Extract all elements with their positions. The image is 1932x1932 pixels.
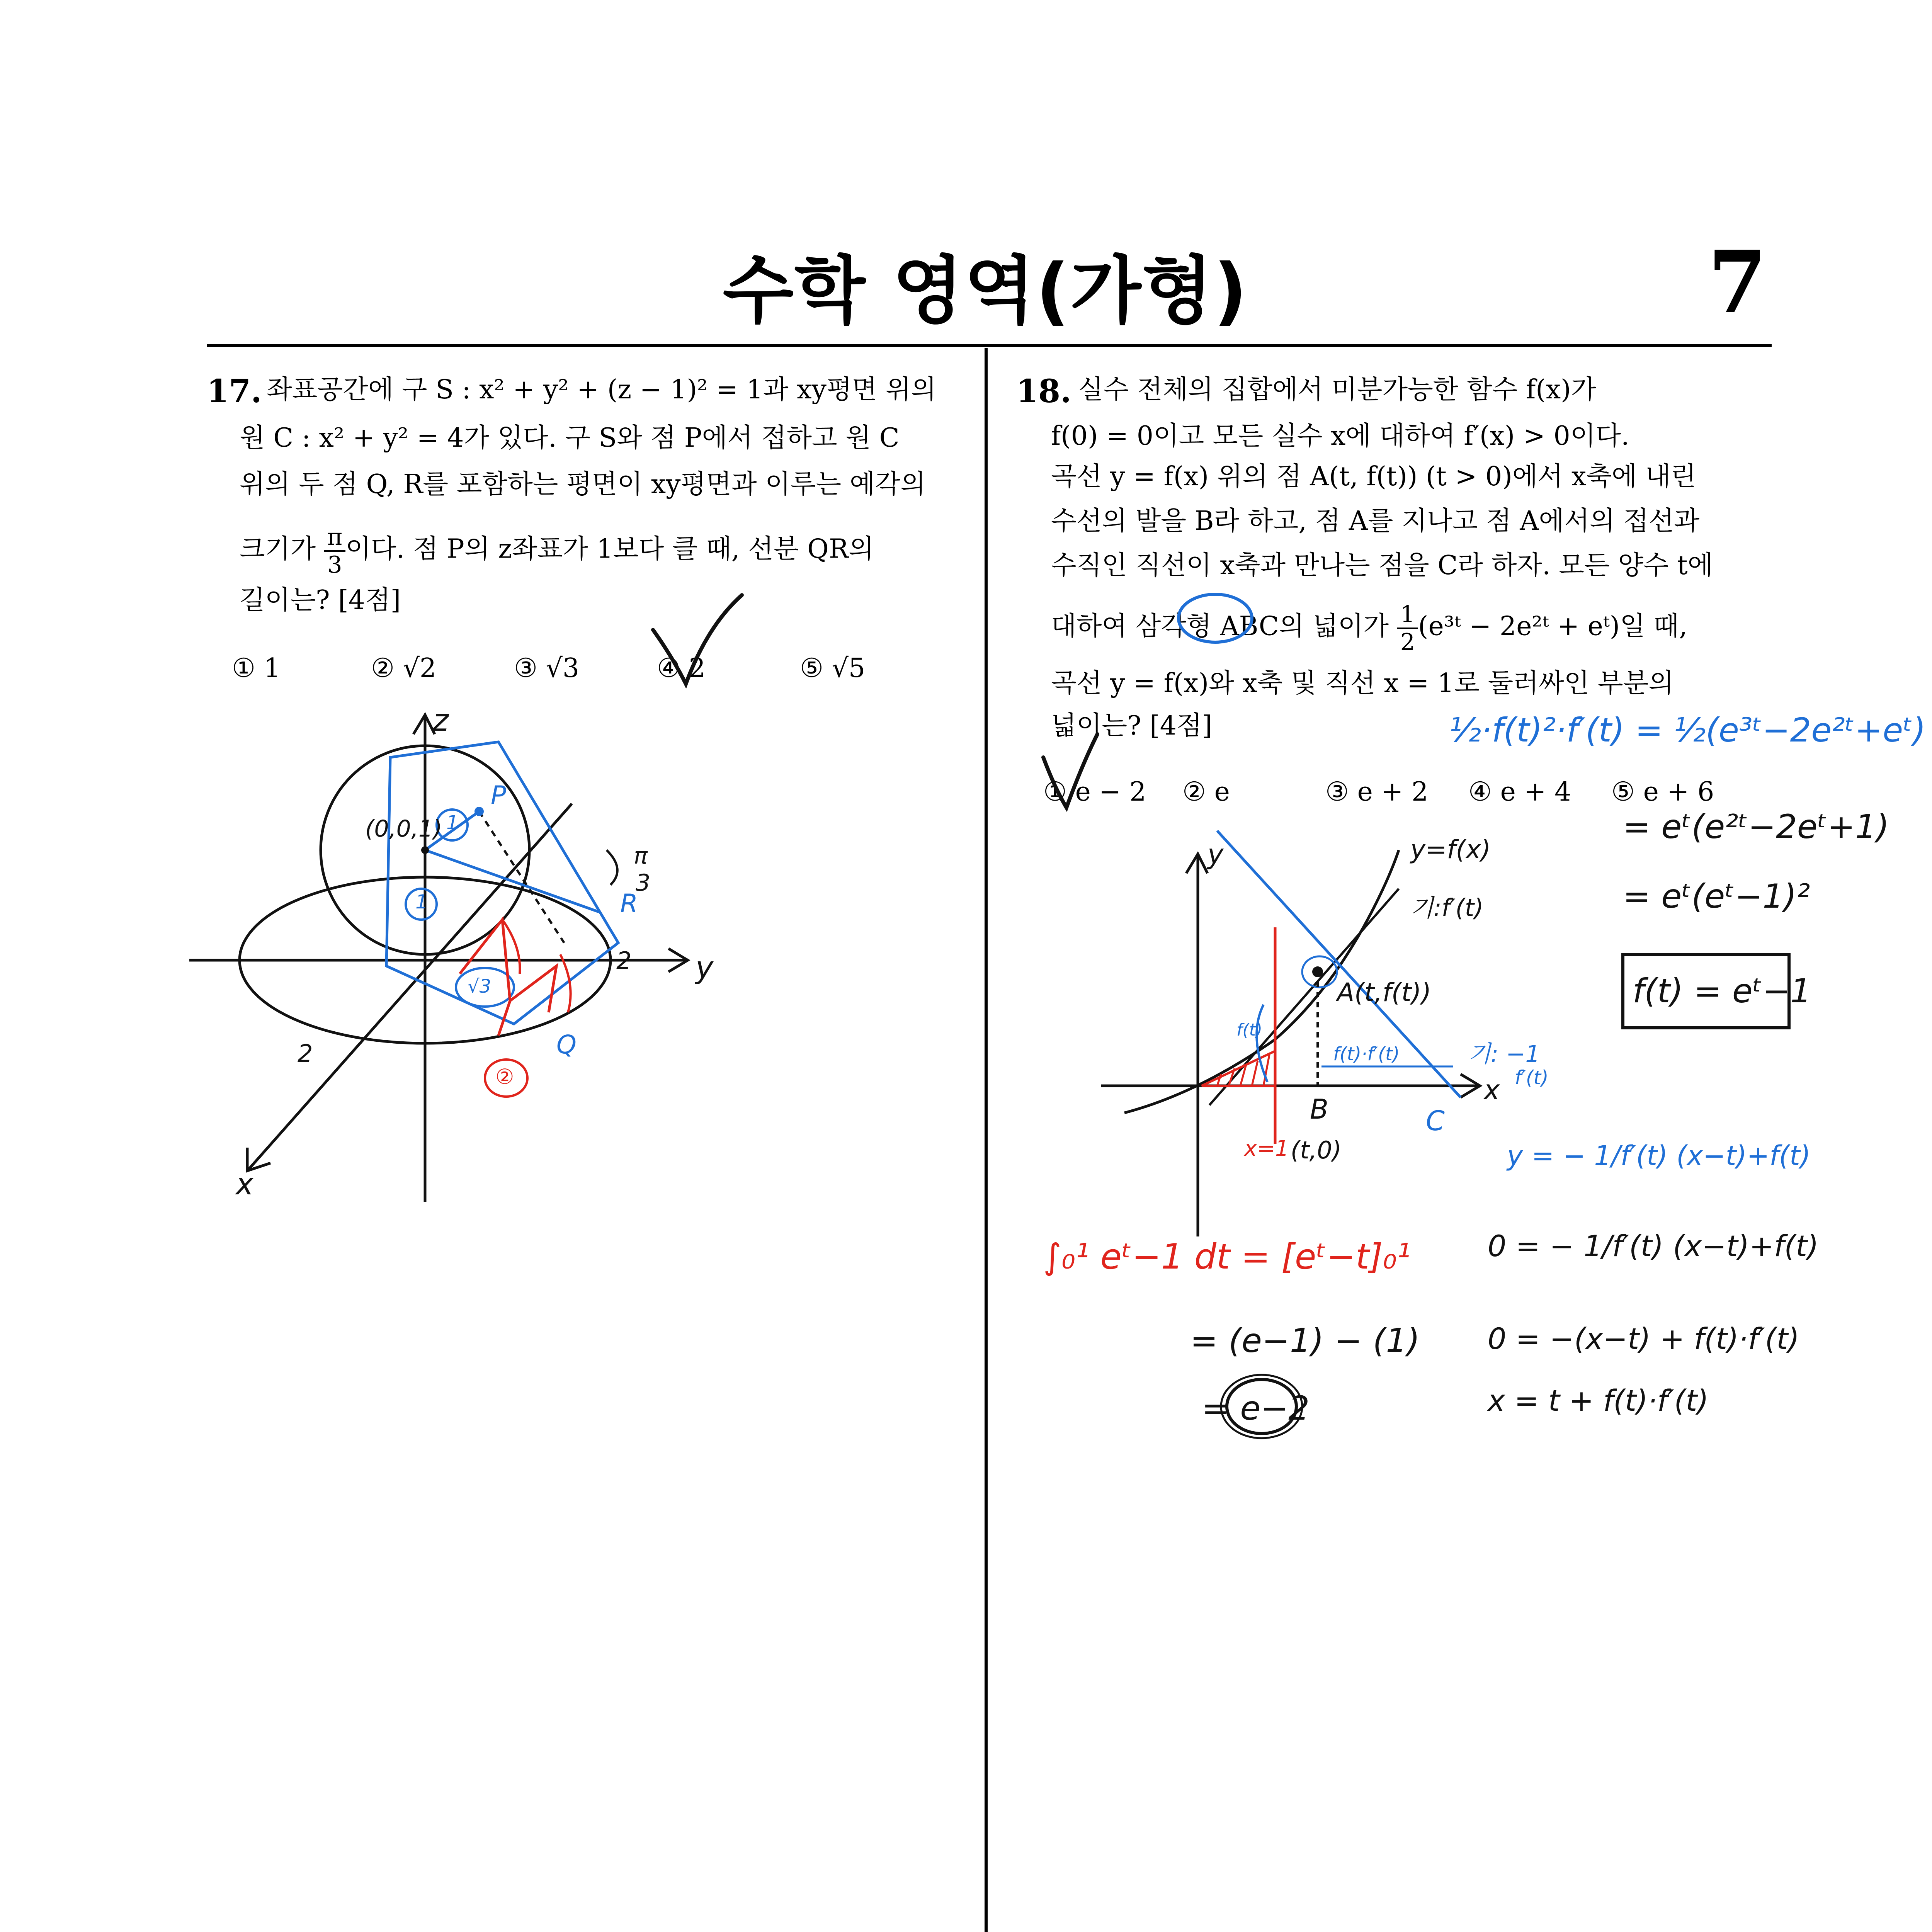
page-title: 수학 영역(가형) <box>723 248 1248 333</box>
label-point-010: (0,0,1) <box>365 815 442 842</box>
q17-line-1: 좌표공간에 구 S : x² + y² + (z − 1)² = 1과 xy평면 위의 <box>267 374 937 405</box>
label-x-18: x <box>1484 1074 1500 1106</box>
label-Q: Q <box>556 1030 577 1060</box>
deriv-3: x = t + f(t)·f′(t) <box>1488 1383 1709 1418</box>
q18-choice-3[interactable]: ③ e + 2 <box>1325 777 1429 807</box>
q18-line-8: 넓이는? [4점] <box>1051 711 1213 741</box>
label-slope2-num: 기: −1 <box>1468 1041 1540 1068</box>
deriv-1: 0 = − 1/f′(t) (x−t)+f(t) <box>1488 1229 1819 1263</box>
label-t0: (t,0) <box>1291 1136 1342 1164</box>
label-x1: x=1 <box>1244 1136 1289 1161</box>
q17-line-5: 길이는? [4점] <box>240 585 401 616</box>
q17-line-2: 원 C : x² + y² = 4가 있다. 구 S와 점 P에서 접하고 원 C <box>240 423 900 453</box>
q17-choice-3[interactable]: ③ √3 <box>514 653 580 684</box>
integral-3: = e−2 <box>1202 1389 1310 1428</box>
q18-line-1: 실수 전체의 집합에서 미분가능한 함수 f(x)가 <box>1078 374 1597 405</box>
integral-2: = (e−1) − (1) <box>1190 1321 1420 1360</box>
label-pi-den: 3 <box>636 869 651 896</box>
q18-line-2: f(0) = 0이고 모든 실수 x에 대하여 f′(x) > 0이다. <box>1051 421 1629 451</box>
integral-1: ∫₀¹ eᵗ−1 dt = [eᵗ−t]₀¹ <box>1043 1236 1411 1277</box>
label-ft: f(t) <box>1236 1020 1263 1040</box>
label-R: R <box>620 889 638 918</box>
eq-step1: = eᵗ(e²ᵗ−2eᵗ+1) <box>1623 808 1889 846</box>
label-slope1: 기:f′(t) <box>1410 894 1484 922</box>
q17-choice-2[interactable]: ② √2 <box>371 653 437 684</box>
q18-choice-4[interactable]: ④ e + 4 <box>1468 777 1571 807</box>
label-B: B <box>1310 1094 1329 1125</box>
q18-choice-2[interactable]: ② e <box>1182 777 1230 807</box>
label-r2: 2 <box>616 947 632 975</box>
q17-line-4a: 크기가 $\frac{\pi}{3}$ 이다. 점 P의 z좌표가 1보다 클 때, 선분 QR의 <box>240 524 874 578</box>
eq-step2: = eᵗ(eᵗ−1)² <box>1623 877 1810 916</box>
label-circ2: ② <box>495 1065 514 1089</box>
label-y: y <box>696 951 714 985</box>
label-yfx: y=f(x) <box>1410 835 1491 864</box>
label-ftfpt: f(t)·f′(t) <box>1333 1043 1400 1065</box>
label-z: z <box>433 703 449 738</box>
eq-result: f(t) = eᵗ−1 <box>1633 972 1811 1010</box>
label-pointA: A(t,f(t)) <box>1337 978 1432 1007</box>
label-line-eq: y = − 1/f′(t) (x−t)+f(t) <box>1507 1140 1811 1172</box>
page-number: 7 <box>1708 232 1767 332</box>
label-sqrt3: √3 <box>468 976 492 997</box>
q18-choice-5[interactable]: ⑤ e + 6 <box>1611 777 1714 807</box>
q17-fraction: $\frac{\pi}{3}$ <box>324 526 345 577</box>
label-x: x <box>236 1167 254 1202</box>
q18-line-6: 대하여 삼각형 ABC의 넓이가 $\frac{1}{2}$ (e³ᵗ − 2e²ᵗ + eᵗ)일 때, <box>1051 601 1687 656</box>
label-r2b: 2 <box>298 1039 313 1068</box>
q18-number: 18. <box>1016 373 1071 410</box>
q17-choice-1[interactable]: ① 1 <box>232 653 281 684</box>
q17-choice-5[interactable]: ⑤ √5 <box>800 653 866 684</box>
q18-line-7: 곡선 y = f(x)와 x축 및 직선 x = 1로 둘러싸인 부분의 <box>1051 668 1674 699</box>
q17-number: 17. <box>207 373 262 410</box>
label-slope2-den: f′(t) <box>1515 1066 1549 1089</box>
q17-line-3: 위의 두 점 Q, R를 포함하는 평면이 xy평면과 이루는 예각의 <box>240 469 926 500</box>
deriv-2: 0 = −(x−t) + f(t)·f′(t) <box>1488 1321 1799 1356</box>
label-C: C <box>1426 1105 1445 1137</box>
label-pi: π <box>634 842 648 869</box>
label-y-18: y <box>1208 838 1224 870</box>
q18-fraction: $\frac{1}{2}$ <box>1397 603 1418 654</box>
q17-choice-4[interactable]: ④ 2 <box>657 653 706 684</box>
eq-area: ½·f(t)²·f′(t) = ½(e³ᵗ−2e²ᵗ+eᵗ) <box>1449 711 1926 750</box>
q18-line-5: 수직인 직선이 x축과 만나는 점을 C라 하자. 모든 양수 t에 <box>1051 550 1713 581</box>
label-one-a: 1 <box>446 811 459 834</box>
q18-choice-1[interactable]: ① e − 2 <box>1043 777 1146 807</box>
label-P: P <box>491 781 506 810</box>
q18-line-3: 곡선 y = f(x) 위의 점 A(t, f(t)) (t > 0)에서 x축에 내린 <box>1051 461 1696 492</box>
q18-line-4: 수선의 발을 B라 하고, 점 A를 지나고 점 A에서의 접선과 <box>1051 506 1700 536</box>
label-one-b: 1 <box>415 891 428 913</box>
